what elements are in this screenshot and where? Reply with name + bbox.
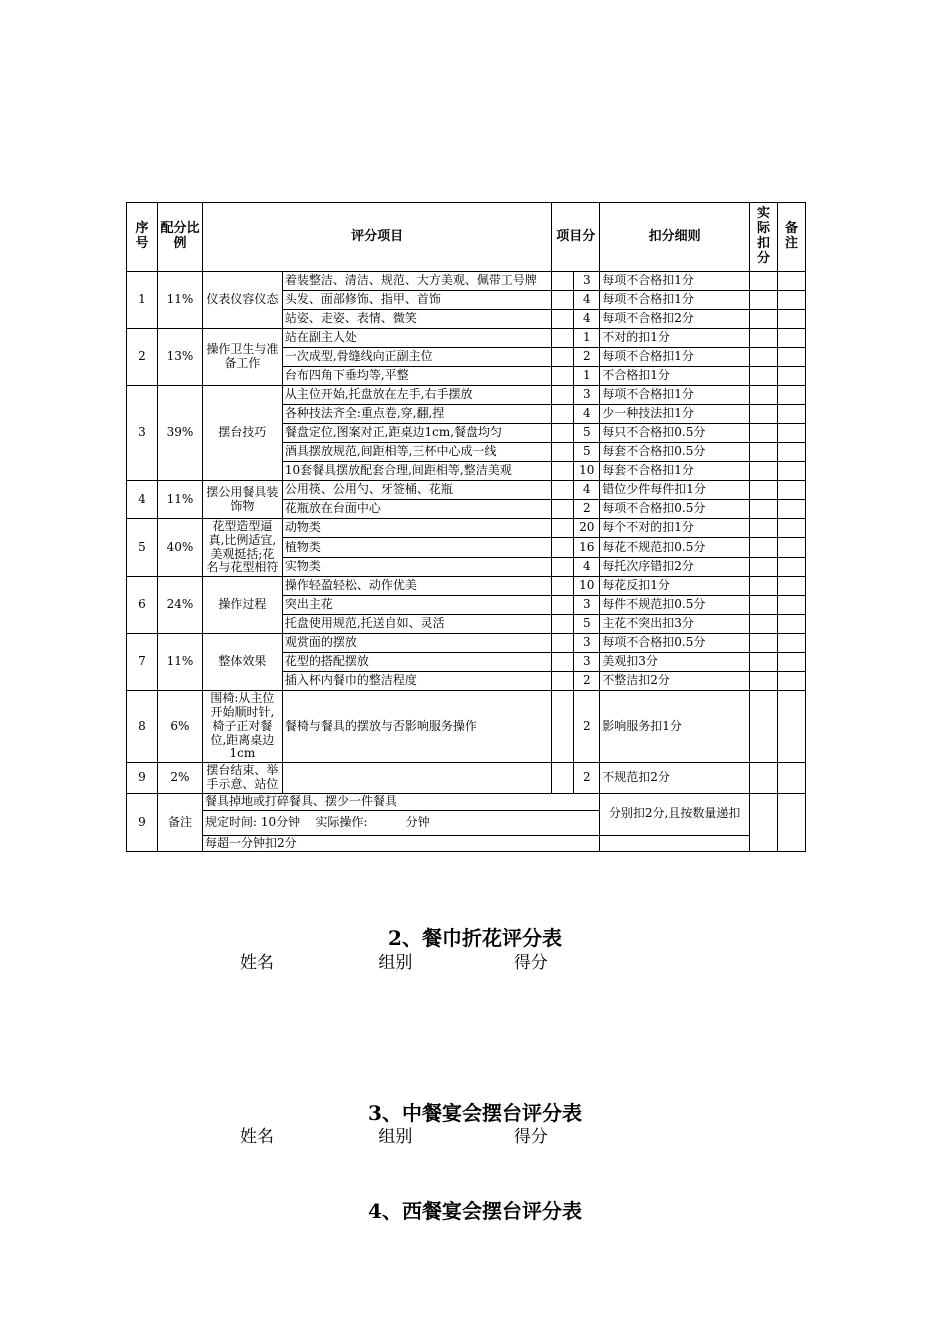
row-category: 围椅:从主位开始顺时针,椅子正对餐位,距离桌边1cm (202, 691, 282, 763)
row-item-text: 操作轻盈轻松、动作优美 (282, 577, 552, 596)
row-seq: 4 (127, 481, 158, 519)
row-category: 操作卫生与准备工作 (202, 329, 282, 386)
row-item-rule: 每项不合格扣1分 (600, 348, 750, 367)
table-row (127, 577, 806, 596)
footer-actual-label: 实际操作: (315, 814, 368, 829)
row-seq: 1 (127, 272, 158, 329)
row-item-score: 1 (574, 329, 600, 348)
row-seq: 7 (127, 634, 158, 691)
row-item-score: 2 (574, 348, 600, 367)
section-2-info (240, 948, 548, 973)
footer-time-label: 规定时间: (204, 814, 257, 829)
row-item-text: 插入杯内餐巾的整洁程度 (282, 672, 552, 691)
section-2-title: 2、餐巾折花评分表 (388, 926, 562, 950)
header-seq: 序号 (127, 203, 158, 272)
row-ratio: 11% (157, 272, 202, 329)
row-item-rule: 不规范扣2分 (600, 763, 750, 794)
row-ratio: 39% (157, 386, 202, 481)
row-item-text: 观赏面的摆放 (282, 634, 552, 653)
header-rule: 扣分细则 (600, 203, 750, 272)
row-item-score: 3 (574, 653, 600, 672)
row-item-rule: 每个不对的扣1分 (600, 519, 750, 538)
row-item-rule: 每项不合格扣0.5分 (600, 634, 750, 653)
row-item-rule: 每花反扣1分 (600, 577, 750, 596)
row-item-score: 2 (574, 672, 600, 691)
row-item-rule: 每项不合格扣2分 (600, 310, 750, 329)
row-category: 花型造型逼真,比例适宜,美观挺括;花名与花型相符 (202, 519, 282, 577)
row-category: 摆台结束、举手示意、站位 (202, 763, 282, 794)
row-item-text: 动物类 (282, 519, 552, 538)
row-item-rule: 每件不规范扣0.5分 (600, 596, 750, 615)
row-item-score: 20 (574, 519, 600, 538)
header-item: 评分项目 (202, 203, 551, 272)
row-seq: 8 (127, 691, 158, 763)
row-item-score: 2 (574, 763, 600, 794)
header-score: 项目分 (552, 203, 600, 272)
row-item-rule: 不合格扣1分 (600, 367, 750, 386)
row-item-text: 酒具摆放规范,间距相等,三杯中心成一线 (282, 443, 552, 462)
row-ratio: 11% (157, 481, 202, 519)
row-seq: 3 (127, 386, 158, 481)
row-ratio: 2% (157, 763, 202, 794)
row-category: 摆公用餐具装饰物 (202, 481, 282, 519)
row-ratio: 6% (157, 691, 202, 763)
row-item-text: 各种技法齐全:重点卷,穿,翻,捏 (282, 405, 552, 424)
row-item-score: 16 (574, 538, 600, 557)
row-item-score: 3 (574, 634, 600, 653)
header-actual: 实际扣分 (750, 203, 778, 272)
row-seq: 9 (127, 763, 158, 794)
row-category: 操作过程 (202, 577, 282, 634)
footer-note-label: 备注 (157, 793, 202, 852)
footer-line1: 餐具掉地或打碎餐具、摆少一件餐具 (202, 793, 599, 810)
footer-actual-unit: 分钟 (405, 814, 430, 829)
table-footer: 9 备注 餐具掉地或打碎餐具、摆少一件餐具 分别扣2分,且按数量递扣 规定时间: 10分钟 实际操作: 分钟 每超一分钟扣2分 (127, 793, 806, 852)
row-item-text: 实物类 (282, 557, 552, 576)
row-item-text: 花瓶放在台面中心 (282, 500, 552, 519)
row-item-rule: 每项不合格扣1分 (600, 272, 750, 291)
row-item-rule: 每托次序错扣2分 (600, 557, 750, 576)
row-item-rule: 每项不合格扣1分 (600, 386, 750, 405)
footer-line1-rule: 分别扣2分,且按数量递扣 (600, 793, 750, 835)
row-item-score: 1 (574, 367, 600, 386)
row-category: 仪表仪容仪态 (202, 272, 282, 329)
row-item-rule: 影响服务扣1分 (600, 691, 750, 763)
row-item-score: 5 (574, 443, 600, 462)
row-item-text: 站在副主人处 (282, 329, 552, 348)
name-label: 姓名 (240, 1127, 274, 1147)
footer-time-value: 10分钟 (260, 814, 301, 829)
row-item-score: 4 (574, 557, 600, 576)
row-item-score: 5 (574, 615, 600, 634)
row-item-rule: 每花不规范扣0.5分 (600, 538, 750, 557)
name-label: 姓名 (240, 953, 274, 973)
row-item-rule: 每项不合格扣1分 (600, 291, 750, 310)
row-item-text: 台布四角下垂均等,平整 (282, 367, 552, 386)
row-item-text: 10套餐具摆放配套合理,间距相等,整洁美观 (282, 462, 552, 481)
row-item-rule: 错位少件每件扣1分 (600, 481, 750, 500)
row-item-score: 3 (574, 386, 600, 405)
row-item-rule: 每套不合格扣1分 (600, 462, 750, 481)
row-item-rule: 不整洁扣2分 (600, 672, 750, 691)
row-ratio: 40% (157, 519, 202, 577)
row-item-score: 3 (574, 596, 600, 615)
footer-time (202, 810, 599, 835)
section-3-title: 3、中餐宴会摆台评分表 (368, 1101, 582, 1125)
row-item-text (282, 763, 552, 794)
header-note: 备注 (777, 203, 805, 272)
row-item-score: 4 (574, 310, 600, 329)
table-header-row (127, 203, 806, 272)
group-label: 组别 (378, 1127, 413, 1147)
row-item-text: 头发、面部修饰、指甲、首饰 (282, 291, 552, 310)
row-item-score: 10 (574, 462, 600, 481)
row-item-rule: 少一种技法扣1分 (600, 405, 750, 424)
group-label: 组别 (378, 953, 413, 973)
row-item-text: 着装整洁、清洁、规范、大方美观、佩带工号牌 (282, 272, 552, 291)
row-item-score: 2 (574, 691, 600, 763)
section-4-title: 4、西餐宴会摆台评分表 (368, 1199, 582, 1223)
section-3-info (240, 1122, 548, 1147)
row-item-text: 餐椅与餐具的摆放与否影响服务操作 (282, 691, 552, 763)
row-ratio: 13% (157, 329, 202, 386)
row-item-rule: 不对的扣1分 (600, 329, 750, 348)
row-seq: 2 (127, 329, 158, 386)
table-row (127, 481, 806, 500)
row-item-score: 3 (574, 272, 600, 291)
table-row (127, 272, 806, 291)
row-item-rule: 每套不合格扣0.5分 (600, 443, 750, 462)
row-item-text: 站姿、走姿、表情、微笑 (282, 310, 552, 329)
row-item-rule: 主花不突出扣3分 (600, 615, 750, 634)
table-row (127, 519, 806, 538)
row-item-score: 10 (574, 577, 600, 596)
row-item-text: 一次成型,骨缝线向正副主位 (282, 348, 552, 367)
row-item-text: 托盘使用规范,托送自如、灵活 (282, 615, 552, 634)
score-label: 得分 (513, 953, 548, 973)
row-category: 整体效果 (202, 634, 282, 691)
table-body (127, 272, 806, 794)
row-category: 摆台技巧 (202, 386, 282, 481)
scoring-table (126, 202, 806, 852)
row-ratio: 24% (157, 577, 202, 634)
row-item-rule: 每只不合格扣0.5分 (600, 424, 750, 443)
table-row (127, 634, 806, 653)
table-row (127, 329, 806, 348)
row-item-score: 4 (574, 481, 600, 500)
footer-overtime: 每超一分钟扣2分 (202, 835, 599, 852)
row-item-text: 从主位开始,托盘放在左手,右手摆放 (282, 386, 552, 405)
row-item-rule: 每项不合格扣0.5分 (600, 500, 750, 519)
table-row (127, 763, 806, 794)
table-row (127, 386, 806, 405)
table-row (127, 691, 806, 763)
score-label: 得分 (513, 1127, 548, 1147)
row-seq: 6 (127, 577, 158, 634)
row-seq: 5 (127, 519, 158, 577)
row-item-text: 植物类 (282, 538, 552, 557)
row-item-text: 餐盘定位,图案对正,距桌边1cm,餐盘均匀 (282, 424, 552, 443)
row-item-score: 4 (574, 405, 600, 424)
row-item-score: 5 (574, 424, 600, 443)
row-item-rule: 美观扣3分 (600, 653, 750, 672)
row-item-text: 公用筷、公用勺、牙签桶、花瓶 (282, 481, 552, 500)
row-item-score: 4 (574, 291, 600, 310)
header-ratio: 配分比例 (157, 203, 202, 272)
row-item-score: 2 (574, 500, 600, 519)
row-ratio: 11% (157, 634, 202, 691)
row-item-text: 突出主花 (282, 596, 552, 615)
row-item-text: 花型的搭配摆放 (282, 653, 552, 672)
